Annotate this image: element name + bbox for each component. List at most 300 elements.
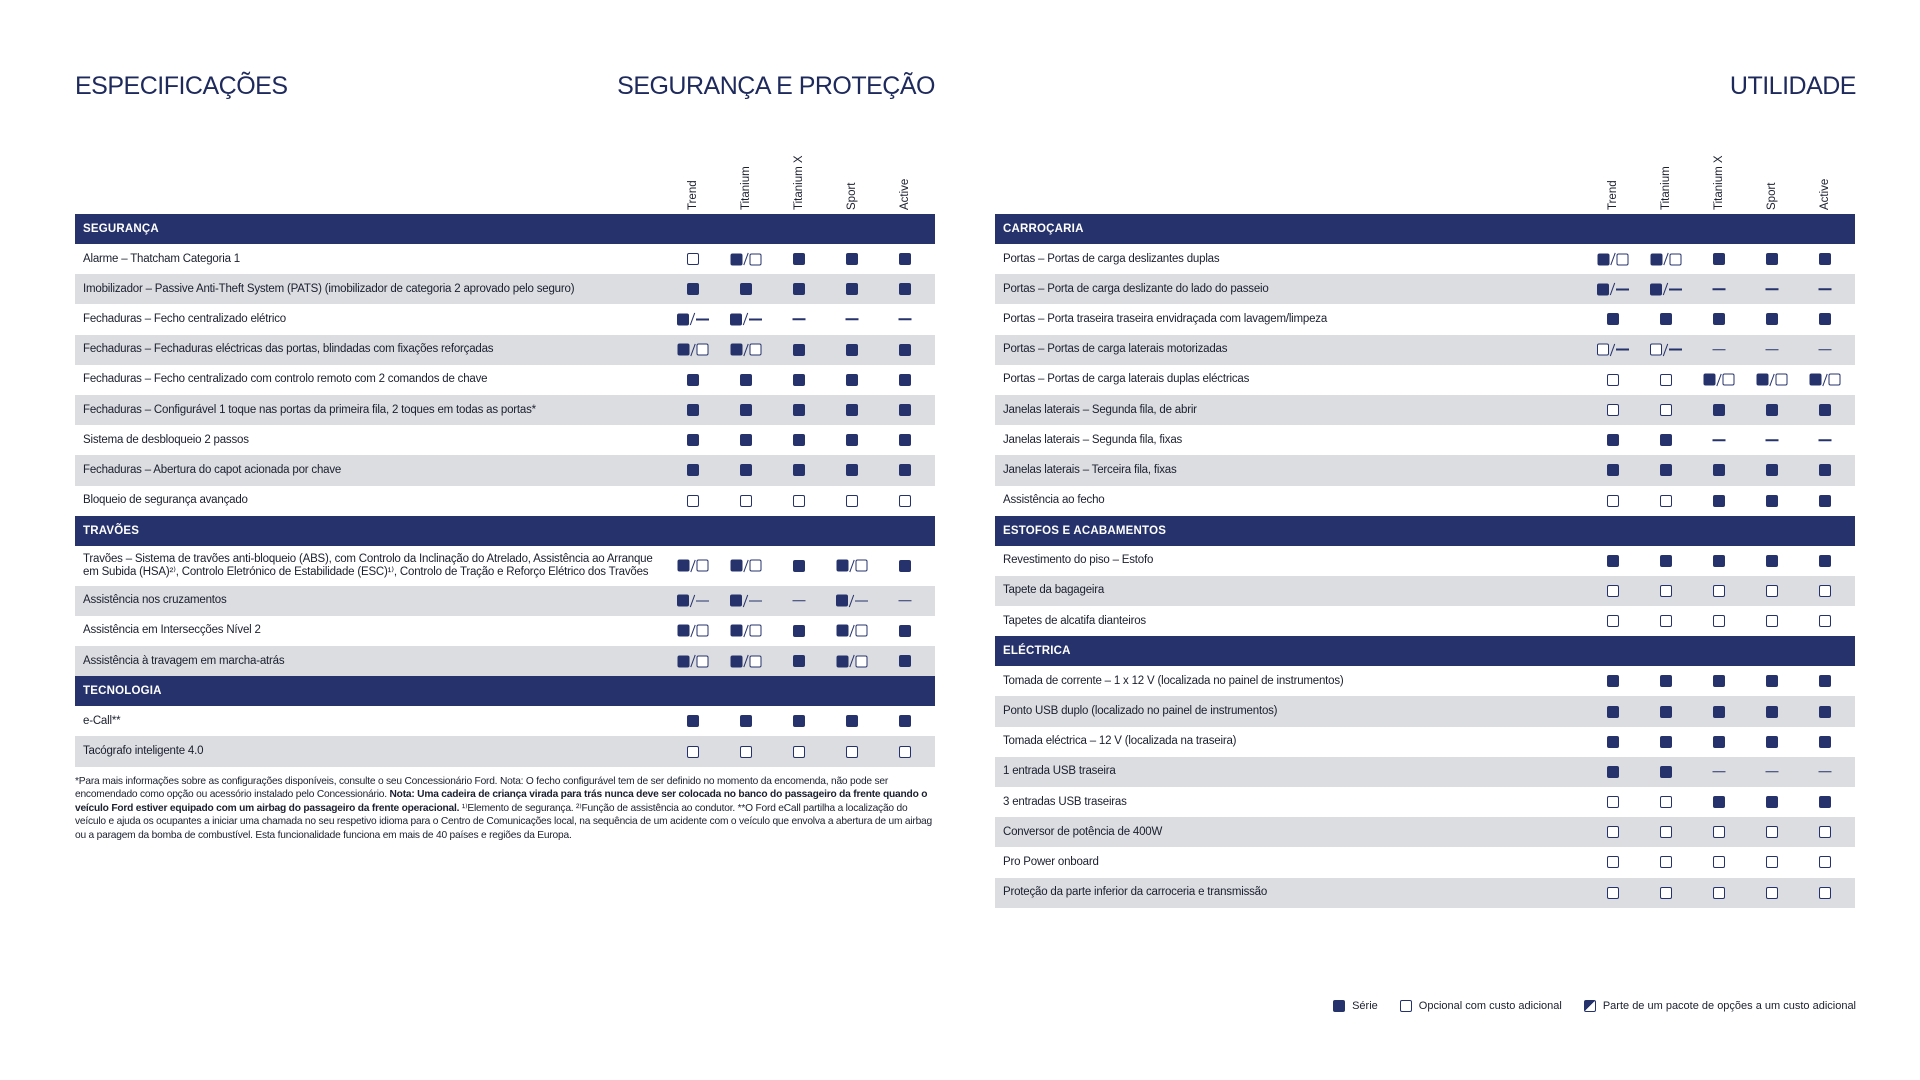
slash-separator [1663,343,1668,356]
availability-cell [793,319,806,321]
table-row [75,486,935,516]
legend-package-label: Parte de um pacote de opções a um custo adicional [1602,1000,1856,1012]
availability-cell [846,283,858,295]
filled-square-icon [677,313,689,325]
availability-cell [899,319,912,321]
availability-cell [1607,766,1619,778]
filled-square-icon [730,595,742,607]
availability-cell [1650,283,1682,296]
availability-cell [1713,253,1725,265]
page-title: ESPECIFICAÇÕES [75,72,288,100]
row-label: Tapete da bagageira [1003,584,1105,597]
slash-separator [743,559,748,572]
availability-cell [1660,826,1672,838]
availability-cell [1607,887,1619,899]
availability-cell [740,464,752,476]
filled-square-icon [1660,706,1672,718]
filled-square-icon [1607,766,1619,778]
slash-separator [690,655,695,668]
filled-square-icon [740,464,752,476]
filled-square-icon [1660,434,1672,446]
slash-separator [849,655,854,668]
filled-square-icon [793,464,805,476]
availability-cell [1607,675,1619,687]
outline-square-icon [687,495,699,507]
table-row [995,365,1855,395]
availability-cell [793,253,805,265]
availability-cell [678,624,709,637]
availability-cell [1766,313,1778,325]
outline-square-icon [1713,585,1725,597]
table-row [995,606,1855,636]
table-row [75,736,935,766]
row-label: Pro Power onboard [1003,855,1099,868]
slash-separator [743,343,748,356]
filled-square-icon [740,434,752,446]
availability-cell [1660,434,1672,446]
availability-cell [678,655,709,668]
filled-square-icon [1660,675,1672,687]
slash-separator [690,343,695,356]
slash-separator [1822,374,1827,387]
availability-cell [1598,253,1629,266]
filled-square-icon [1819,675,1831,687]
dash-icon [846,319,859,321]
availability-cell [1713,675,1725,687]
legend [1321,1000,1856,1012]
row-label: Travões – Sistema de travões anti-bloqueio (ABS), com Controlo da Inclinação do Atrelado, Assistência ao Arranque em Subida (HSA)²⁾, Controlo Eletrónico de Estabilidade (ESC)¹⁾, Controlo de Tração e Reforço Elétrico dos Travões [83,552,653,578]
outline-square-icon [1819,585,1831,597]
availability-cell [1819,856,1831,868]
filled-square-icon [1660,464,1672,476]
availability-cell [1607,555,1619,567]
availability-cell [1819,289,1832,291]
table-row [995,847,1855,877]
availability-cell [1713,313,1725,325]
slash-separator [743,313,748,326]
availability-cell [1660,887,1672,899]
availability-cell [793,283,805,295]
availability-cell [899,374,911,386]
outline-square-icon [1597,344,1609,356]
column-header [1603,136,1623,210]
filled-square-icon [1598,253,1610,265]
outline-square-icon [750,344,762,356]
outline-square-icon [1607,374,1619,386]
legend-optional-label: Opcional com custo adicional [1418,1000,1562,1012]
column-header [895,136,915,210]
availability-cell [846,464,858,476]
availability-cell [1713,736,1725,748]
availability-cell [1660,404,1672,416]
availability-cell [740,283,752,295]
filled-square-icon [1607,313,1619,325]
filled-square-icon [899,464,911,476]
availability-cell [1713,796,1725,808]
filled-square-icon [1766,706,1778,718]
filled-square-icon [1819,736,1831,748]
availability-cell [1650,343,1682,356]
outline-square-icon [856,560,868,572]
availability-cell [1819,675,1831,687]
availability-cell [899,625,911,637]
row-label: e-Call** [83,714,121,727]
availability-cell [837,559,868,572]
outline-square-icon [697,655,709,667]
row-label: 1 entrada USB traseira [1003,765,1116,778]
availability-cell [1660,796,1672,808]
filled-square-icon [740,374,752,386]
filled-square-icon [1713,796,1725,808]
slash-separator [1610,253,1615,266]
filled-square-icon [1607,555,1619,567]
filled-square-icon [793,344,805,356]
availability-cell [1660,736,1672,748]
outline-square-icon [1819,856,1831,868]
availability-cell [899,600,912,602]
section-header: ELÉCTRICA [995,636,1855,666]
availability-cell [740,374,752,386]
dash-icon [793,319,806,321]
availability-cell [1819,826,1831,838]
table-row [995,757,1855,787]
availability-cell [1757,373,1788,386]
filled-square-icon [1651,253,1663,265]
table-row [995,244,1855,274]
availability-cell [899,746,911,758]
filled-square-icon [1766,464,1778,476]
availability-cell [1819,404,1831,416]
availability-cell [731,655,762,668]
column-header-label: Trend [1607,180,1619,210]
column-header [736,136,756,210]
availability-cell [1607,313,1619,325]
availability-cell [1766,856,1778,868]
legend-optional [1400,1000,1562,1012]
availability-cell [678,343,709,356]
availability-cell [1713,615,1725,627]
outline-square-icon [1766,585,1778,597]
availability-cell [846,495,858,507]
availability-cell [687,374,699,386]
availability-cell [1819,439,1832,441]
availability-cell [1766,495,1778,507]
outline-square-icon [793,746,805,758]
filled-square-icon [1766,796,1778,808]
availability-cell [1607,404,1619,416]
table-row [75,616,935,646]
filled-square-icon [740,404,752,416]
column-headers [995,140,1855,214]
filled-square-icon [1713,675,1725,687]
filled-square-icon [678,344,690,356]
filled-square-icon [1819,796,1831,808]
footnote-text-2: ¹⁾Elemento de segurança. ²⁾Função de assistência ao condutor. **O Ford eCall partilha a localização do veículo e ajuda os ocupantes a iniciar uma chamada no seu respetivo idioma para o Centro de Comunicações local, na sequência de um acidente com o veículo que envolva a abertura de um airbag ou a paragem da bomba de combustível. Esta funcionalidade funciona em mais de 40 países e regiões da Europa. [75,802,932,841]
availability-cell [1713,887,1725,899]
dash-icon [1616,349,1629,351]
availability-cell [1660,706,1672,718]
availability-cell [1713,495,1725,507]
row-label: Tomada de corrente – 1 x 12 V (localizada no painel de instrumentos) [1003,674,1344,687]
outline-square-icon [1819,826,1831,838]
filled-square-icon [846,344,858,356]
column-header [1709,136,1729,210]
column-header-label: Active [899,178,911,210]
dash-icon [1819,771,1832,773]
availability-cell [1660,585,1672,597]
filled-square-icon [1819,555,1831,567]
row-label: Assistência em Intersecções Nível 2 [83,624,261,637]
outline-square-icon [793,495,805,507]
legend-standard-label: Série [1352,1000,1378,1012]
availability-cell [793,495,805,507]
outline-square-icon [1607,826,1619,838]
outline-square-icon [687,253,699,265]
filled-square-icon [899,374,911,386]
filled-square-icon [846,283,858,295]
outline-square-icon [750,655,762,667]
outline-square-icon [1766,615,1778,627]
table-row [995,546,1855,576]
filled-square-icon [1607,736,1619,748]
availability-cell [1819,253,1831,265]
column-header-label: Titanium [740,166,752,210]
filled-square-icon [899,283,911,295]
outline-square-icon [856,625,868,637]
outline-square-icon [1607,615,1619,627]
row-label: 3 entradas USB traseiras [1003,795,1127,808]
availability-cell [793,374,805,386]
table-row [995,817,1855,847]
availability-cell [899,283,911,295]
availability-cell [1607,796,1619,808]
filled-square-icon [1819,253,1831,265]
filled-square-icon [1713,404,1725,416]
dash-icon [1713,771,1726,773]
availability-cell [1607,585,1619,597]
filled-square-icon [1713,253,1725,265]
filled-square-icon [687,283,699,295]
table-row [75,425,935,455]
table-row [75,706,935,736]
filled-square-icon [1766,253,1778,265]
availability-cell [687,253,699,265]
dash-icon [749,319,762,321]
outline-square-icon [1713,826,1725,838]
availability-cell [1607,374,1619,386]
availability-cell [1713,439,1726,441]
availability-cell [1660,856,1672,868]
filled-square-icon [899,434,911,446]
table-row [75,586,935,616]
row-label: Ponto USB duplo (localizado no painel de instrumentos) [1003,705,1278,718]
footnote-bold-note: Nota: Uma cadeira de criança virada para trás nunca deve ser colocada no banco do passageiro da frente quando o veículo Ford estiver equipado com um airbag do passageiro da frente operacional. [75,789,928,814]
filled-square-icon [1660,736,1672,748]
outline-square-icon [1776,374,1788,386]
row-label: Assistência à travagem em marcha-atrás [83,654,285,667]
section-header: TRAVÕES [75,516,935,546]
availability-cell [1819,887,1831,899]
slash-separator [743,625,748,638]
availability-cell [1766,404,1778,416]
row-label: Portas – Porta de carga deslizante do lado do passeio [1003,282,1269,295]
section-title-utility: UTILIDADE [1729,72,1856,100]
availability-cell [1660,495,1672,507]
filled-square-icon [846,404,858,416]
filled-square-icon [687,374,699,386]
availability-cell [740,495,752,507]
column-header-label: Active [1819,178,1831,210]
table-row [75,304,935,334]
section-header: TECNOLOGIA [75,676,935,706]
slash-separator [849,559,854,572]
availability-cell [1660,766,1672,778]
outline-square-icon [1617,253,1629,265]
table-row [995,304,1855,334]
availability-cell [899,715,911,727]
filled-square-icon [731,560,743,572]
availability-cell [1713,706,1725,718]
slash-separator [1769,374,1774,387]
table-row [75,365,935,395]
availability-cell [836,594,868,607]
filled-square-icon [1713,736,1725,748]
dash-icon [1766,439,1779,441]
column-header [1762,136,1782,210]
outline-square-icon [1607,856,1619,868]
availability-cell [740,746,752,758]
filled-square-icon [1333,1000,1345,1012]
filled-square-icon [1766,675,1778,687]
outline-square-icon [1766,856,1778,868]
availability-cell [1660,313,1672,325]
filled-square-icon [1819,706,1831,718]
availability-cell [846,319,859,321]
availability-cell [687,746,699,758]
availability-cell [1713,771,1726,773]
availability-cell [899,404,911,416]
filled-square-icon [1713,313,1725,325]
availability-cell [1819,464,1831,476]
dash-icon [1713,439,1726,441]
outline-square-icon [697,560,709,572]
table-row [995,576,1855,606]
slash-separator [1663,283,1668,296]
availability-cell [1766,349,1779,351]
outline-square-icon [1660,615,1672,627]
availability-cell [846,344,858,356]
filled-square-icon [1607,675,1619,687]
table-row [995,878,1855,908]
dash-icon [793,600,806,602]
availability-cell [1597,343,1629,356]
filled-square-icon [730,313,742,325]
package-square-icon [1584,1000,1596,1012]
spec-rows [995,214,1855,908]
filled-square-icon [1607,706,1619,718]
availability-cell [899,464,911,476]
filled-square-icon [687,434,699,446]
availability-cell [1607,706,1619,718]
availability-cell [1704,373,1735,386]
availability-cell [793,404,805,416]
availability-cell [846,253,858,265]
filled-square-icon [793,715,805,727]
availability-cell [1713,464,1725,476]
filled-square-icon [677,595,689,607]
row-label: Janelas laterais – Segunda fila, de abrir [1003,403,1197,416]
outline-square-icon [899,495,911,507]
filled-square-icon [1819,495,1831,507]
availability-cell [1810,373,1841,386]
availability-cell [687,464,699,476]
availability-cell [1766,555,1778,567]
filled-square-icon [793,374,805,386]
filled-square-icon [687,404,699,416]
availability-cell [1819,349,1832,351]
filled-square-icon [1819,313,1831,325]
availability-cell [687,404,699,416]
row-label: Janelas laterais – Segunda fila, fixas [1003,433,1183,446]
row-label: Proteção da parte inferior da carroceria e transmissão [1003,886,1268,899]
availability-cell [1607,495,1619,507]
outline-square-icon [750,253,762,265]
outline-square-icon [856,655,868,667]
filled-square-icon [899,253,911,265]
row-label: Imobilizador – Passive Anti-Theft System (PATS) (imobilizador de categoria 2 aprovado pelo seguro) [83,282,575,295]
availability-cell [1651,253,1682,266]
availability-cell [740,404,752,416]
section-header: SEGURANÇA [75,214,935,244]
availability-cell [687,495,699,507]
section-header: ESTOFOS E ACABAMENTOS [995,516,1855,546]
slash-separator [1663,253,1668,266]
slash-separator [1610,343,1615,356]
availability-cell [1766,796,1778,808]
availability-cell [731,559,762,572]
filled-square-icon [846,464,858,476]
availability-cell [677,594,709,607]
availability-cell [1660,615,1672,627]
row-label: Portas – Portas de carga deslizantes duplas [1003,252,1220,265]
availability-cell [1607,464,1619,476]
filled-square-icon [837,655,849,667]
outline-square-icon [1766,826,1778,838]
column-header [1815,136,1835,210]
outline-square-icon [1607,404,1619,416]
filled-square-icon [678,560,690,572]
dash-icon [749,600,762,602]
availability-cell [1819,736,1831,748]
column-header-label: Titanium [1660,166,1672,210]
outline-square-icon [899,746,911,758]
outline-square-icon [1829,374,1841,386]
availability-cell [793,715,805,727]
outline-square-icon [687,746,699,758]
dash-icon [1669,349,1682,351]
column-headers [75,140,935,214]
outline-square-icon [1607,495,1619,507]
footnote-text-1: *Para mais informações sobre as configurações disponíveis, consulte o seu Concessionário Ford. Nota: O fecho configurável tem de ser definido no momento da encomenda, não pode ser encomendado como opção ou acessório instalado pelo Concessionário. [75,775,889,801]
availability-cell [1819,771,1832,773]
outline-square-icon [1766,887,1778,899]
availability-cell [1819,495,1831,507]
filled-square-icon [1757,374,1769,386]
column-header-label: Sport [1766,182,1778,210]
filled-square-icon [1650,283,1662,295]
slash-separator [743,253,748,266]
availability-cell [687,283,699,295]
